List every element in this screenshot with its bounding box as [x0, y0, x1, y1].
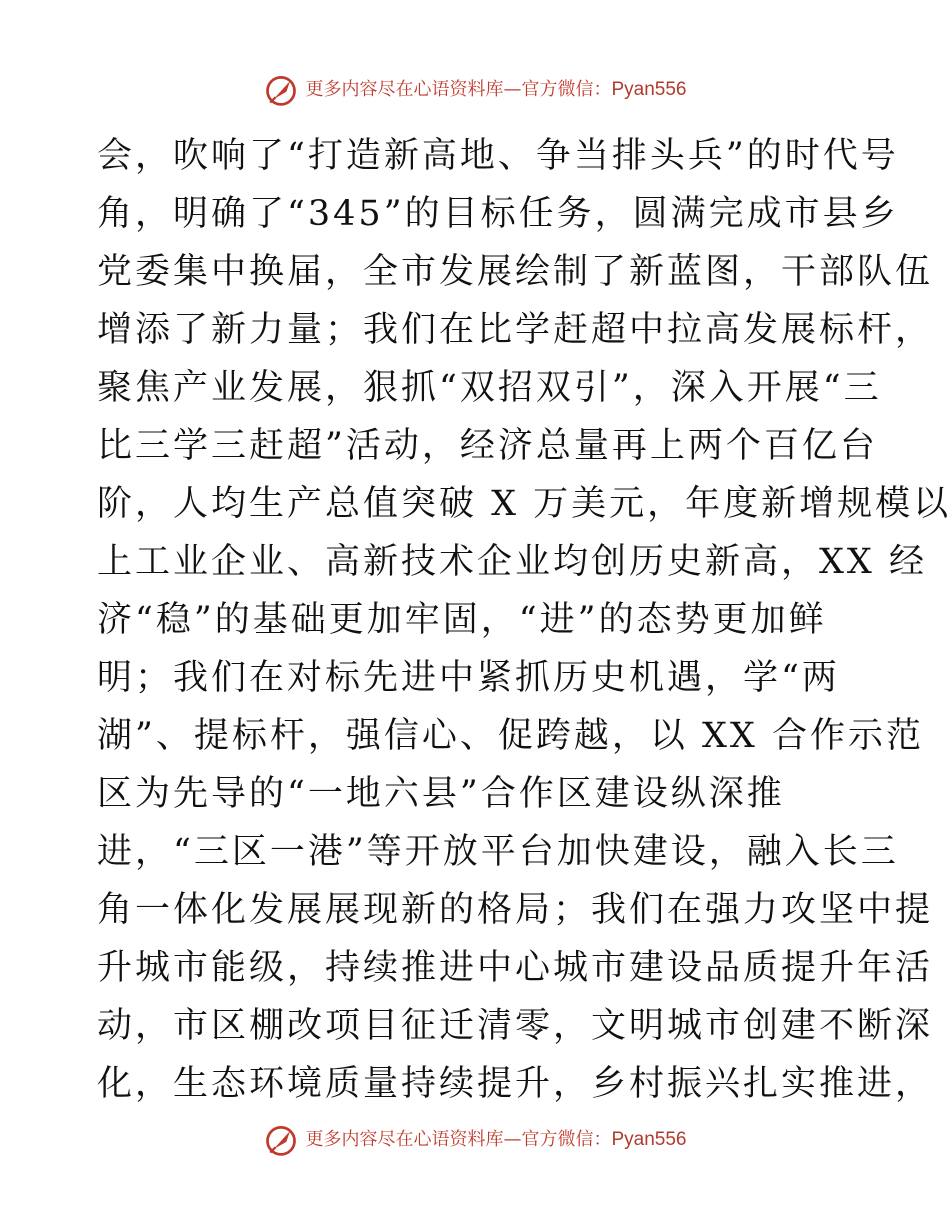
text-line: 化，生态环境质量持续提升，乡村振兴扎实推进， [97, 1064, 934, 1104]
text-line: 明；我们在对标先进中紧抓历史机遇，学“两 [97, 658, 840, 698]
text-line: 上工业企业、高新技术企业均创历史新高，XX 经 [97, 542, 927, 582]
footer-watermark [0, 1120, 950, 1160]
document-body [97, 127, 951, 1113]
feather-logo-icon [263, 72, 299, 108]
watermark-wechat-id: Pyan556 [611, 1129, 687, 1150]
text-line: 升城市能级，持续推进中心城市建设品质提升年活 [97, 948, 934, 988]
watermark-separator: — [503, 1129, 522, 1150]
text-line: 济“稳”的基础更加牢固，“进”的态势更加鲜 [97, 600, 827, 640]
text-line: 会，吹响了“打造新高地、争当排头兵”的时代号 [97, 136, 899, 176]
text-line: 湖”、提标杆，强信心、促跨越，以 XX 合作示范 [97, 716, 924, 756]
watermark-official-label: 官方微信： [521, 79, 612, 100]
feather-logo-icon [263, 1122, 299, 1158]
text-line: 增添了新力量；我们在比学赶超中拉高发展标杆， [97, 310, 934, 350]
header-watermark [0, 70, 950, 110]
text-line: 阶，人均生产总值突破 X 万美元，年度新增规模以 [97, 484, 951, 524]
text-line: 动，市区棚改项目征迁清零，文明城市创建不断深 [97, 1006, 934, 1046]
text-line: 进，“三区一港”等开放平台加快建设，融入长三 [97, 832, 899, 872]
text-line: 角，明确了“345”的目标任务，圆满完成市县乡 [97, 194, 899, 234]
watermark-text: 更多内容尽在心语资料库 [305, 79, 504, 100]
watermark-official-label: 官方微信： [521, 1129, 612, 1150]
watermark-separator: — [503, 79, 522, 100]
text-line: 党委集中换届，全市发展绘制了新蓝图，干部队伍 [97, 252, 934, 292]
watermark-wechat-id: Pyan556 [611, 79, 687, 100]
text-line: 聚焦产业发展，狠抓“双招双引”，深入开展“三 [97, 368, 882, 408]
watermark-text: 更多内容尽在心语资料库 [305, 1129, 504, 1150]
text-line: 角一体化发展展现新的格局；我们在强力攻坚中提 [97, 890, 934, 930]
text-line: 区为先导的“一地六县”合作区建设纵深推 [97, 774, 785, 814]
text-line: 比三学三赶超”活动，经济总量再上两个百亿台 [97, 426, 878, 466]
